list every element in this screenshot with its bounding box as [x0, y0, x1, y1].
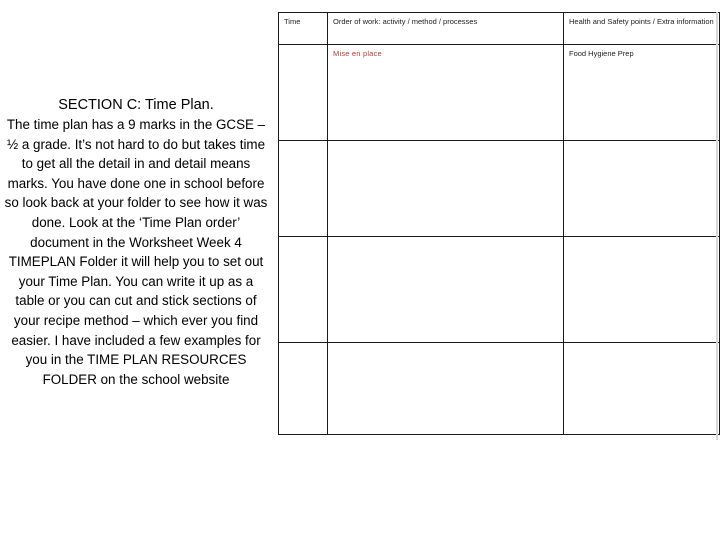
table-row — [279, 343, 720, 435]
cell-order[interactable] — [328, 141, 564, 237]
time-plan-table — [278, 12, 720, 435]
table-row — [279, 45, 720, 141]
cell-order[interactable] — [328, 45, 564, 141]
cell-health[interactable] — [564, 141, 720, 237]
cell-time[interactable] — [279, 237, 328, 343]
header-health-and-safety: Health and Safety points / Extra information — [564, 13, 720, 45]
page-edge-divider — [716, 12, 718, 440]
cell-time[interactable] — [279, 141, 328, 237]
cell-health[interactable]: Food Hygiene Prep — [564, 45, 720, 141]
cell-time[interactable] — [279, 343, 328, 435]
header-time: Time — [279, 13, 328, 45]
mise-en-place-text: Mise en place — [333, 49, 382, 58]
section-title: SECTION C: Time Plan. — [58, 97, 214, 113]
cell-time[interactable] — [279, 45, 328, 141]
header-order-of-work: Order of work: activity / method / processes — [328, 13, 564, 45]
section-body: The time plan has a 9 marks in the GCSE – ½ a grade. It’s not hard to do but takes time to get all the detail in and detail means marks. You have done one in school before so look back at your folder to see how it was done. Look at the ‘Time Plan order’ document in the Worksheet Week 4 TIMEPLAN Folder it will help you to set out your Time Plan. You can write it up as a table or you can cut and stick sections of your recipe method – which ever you find easier. I have included a few examples for you in the TIME PLAN RESOURCES FOLDER on the school website — [4, 117, 268, 387]
table-row — [279, 141, 720, 237]
table-row — [279, 237, 720, 343]
cell-health[interactable] — [564, 237, 720, 343]
cell-order[interactable] — [328, 343, 564, 435]
cell-health[interactable] — [564, 343, 720, 435]
table-header-row — [279, 13, 720, 45]
instructions-panel — [4, 96, 268, 389]
cell-order[interactable] — [328, 237, 564, 343]
